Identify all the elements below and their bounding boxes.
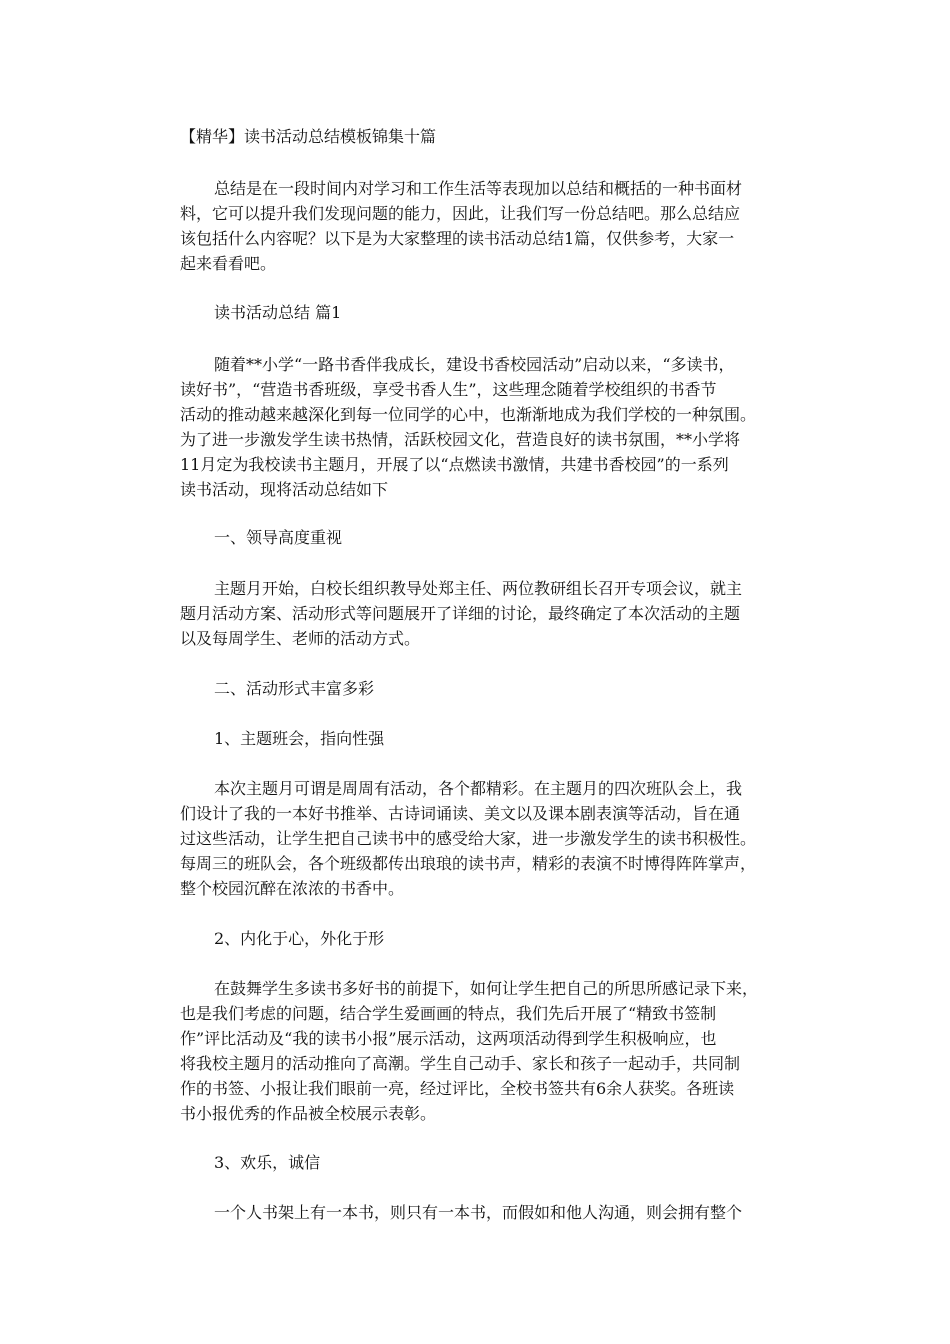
paragraph-line: 每周三的班队会，各个班级都传出琅琅的读书声，精彩的表演不时博得阵阵掌声， <box>180 854 757 873</box>
paragraph-line: 在鼓舞学生多读书多好书的前提下，如何让学生把自己的所思所感记录下来， <box>214 979 759 998</box>
intro-line: 料，它可以提升我们发现问题的能力，因此，让我们写一份总结吧。那么总结应 <box>180 204 741 223</box>
intro-line: 总结是在一段时间内对学习和工作生活等表现加以总结和概括的一种书面材 <box>214 179 743 198</box>
subheading-class-meeting: 1、主题班会，指向性强 <box>214 729 385 748</box>
heading-leadership: 一、领导高度重视 <box>214 528 343 547</box>
paragraph-line: 读好书”，“营造书香班级，享受书香人生”，这些理念随着学校组织的书香节 <box>180 380 717 399</box>
document-title: 【精华】读书活动总结模板锦集十篇 <box>180 127 437 146</box>
paragraph-line: 本次主题月可谓是周周有活动，各个都精彩。在主题月的四次班队会上，我 <box>214 779 743 798</box>
paragraph-line: 过这些活动，让学生把自己读书中的感受给大家，进一步激发学生的读书积极性。 <box>180 829 757 848</box>
paragraph-line: 以及每周学生、老师的活动方式。 <box>180 629 421 648</box>
paragraph-line: 整个校园沉醉在浓浓的书香中。 <box>180 879 405 898</box>
intro-line: 起来看看吧。 <box>180 254 277 273</box>
paragraph-line: 主题月开始，白校长组织教导处郑主任、两位教研组长召开专项会议，就主 <box>214 579 743 598</box>
subheading-joy-honesty: 3、欢乐，诚信 <box>214 1153 321 1172</box>
paragraph-line: 也是我们考虑的问题，结合学生爱画画的特点，我们先后开展了“精致书签制 <box>180 1004 717 1023</box>
section-heading: 读书活动总结 篇1 <box>214 303 342 322</box>
paragraph-line: 活动的推动越来越深化到每一位同学的心中，也渐渐地成为我们学校的一种氛围。 <box>180 405 757 424</box>
paragraph-line: 一个人书架上有一本书，则只有一本书，而假如和他人沟通，则会拥有整个 <box>214 1203 743 1222</box>
paragraph-line: 读书活动，现将活动总结如下 <box>180 480 389 499</box>
paragraph-line: 11月定为我校读书主题月，开展了以“点燃读书激情，共建书香校园”的一系列 <box>180 455 729 474</box>
intro-line: 该包括什么内容呢？以下是为大家整理的读书活动总结1篇，仅供参考，大家一 <box>180 229 735 248</box>
paragraph-line: 作”评比活动及“我的读书小报”展示活动，这两项活动得到学生积极响应，也 <box>180 1029 717 1048</box>
paragraph-line: 作的书签、小报让我们眼前一亮，经过评比，全校书签共有6余人获奖。各班读 <box>180 1079 735 1098</box>
paragraph-line: 们设计了我的一本好书推举、古诗词诵读、美文以及课本剧表演等活动，旨在通 <box>180 804 741 823</box>
heading-activities: 二、活动形式丰富多彩 <box>214 679 375 698</box>
paragraph-line: 题月活动方案、活动形式等问题展开了详细的讨论，最终确定了本次活动的主题 <box>180 604 741 623</box>
paragraph-line: 为了进一步激发学生读书热情，活跃校园文化，营造良好的读书氛围，**小学将 <box>180 430 741 449</box>
paragraph-line: 书小报优秀的作品被全校展示表彰。 <box>180 1104 437 1123</box>
paragraph-line: 将我校主题月的活动推向了高潮。学生自己动手、家长和孩子一起动手，共同制 <box>180 1054 741 1073</box>
subheading-internalize: 2、内化于心，外化于形 <box>214 929 385 948</box>
paragraph-line: 随着**小学“一路书香伴我成长，建设书香校园活动”启动以来，“多读书， <box>214 355 735 374</box>
